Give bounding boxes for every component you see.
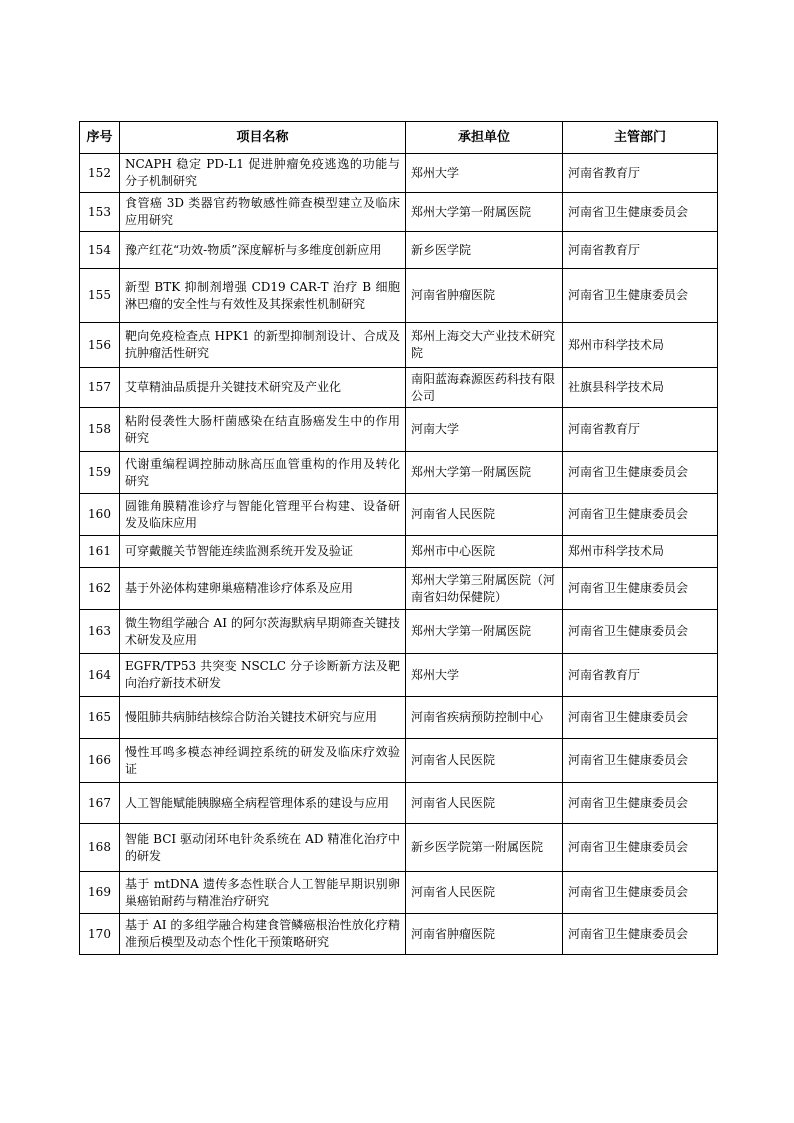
row-supervising-department: 河南省卫生健康委员会 <box>563 452 718 494</box>
row-undertaking-unit: 河南省人民医院 <box>406 494 563 536</box>
row-undertaking-unit: 河南大学 <box>406 408 563 452</box>
table-header-row <box>80 122 718 154</box>
row-undertaking-unit: 河南省疾病预防控制中心 <box>406 697 563 739</box>
header-supervising-department: 主管部门 <box>563 122 718 154</box>
table-body <box>80 154 718 955</box>
row-supervising-department: 河南省卫生健康委员会 <box>563 824 718 872</box>
row-undertaking-unit: 郑州大学 <box>406 654 563 697</box>
row-number: 168 <box>80 824 120 872</box>
row-number: 156 <box>80 323 120 368</box>
table-row <box>80 914 718 955</box>
row-number: 166 <box>80 739 120 783</box>
table-row <box>80 568 718 610</box>
row-supervising-department: 河南省卫生健康委员会 <box>563 697 718 739</box>
row-undertaking-unit: 新乡医学院第一附属医院 <box>406 824 563 872</box>
row-supervising-department: 河南省教育厅 <box>563 154 718 193</box>
row-number: 152 <box>80 154 120 193</box>
row-project-name: 代谢重编程调控肺动脉高压血管重构的作用及转化研究 <box>120 452 406 494</box>
row-undertaking-unit: 河南省人民医院 <box>406 872 563 914</box>
row-supervising-department: 河南省卫生健康委员会 <box>563 872 718 914</box>
row-undertaking-unit: 河南省人民医院 <box>406 783 563 824</box>
row-supervising-department: 郑州市科学技术局 <box>563 323 718 368</box>
table-row <box>80 494 718 536</box>
row-number: 153 <box>80 193 120 232</box>
table-row <box>80 408 718 452</box>
row-number: 161 <box>80 536 120 568</box>
row-supervising-department: 河南省卫生健康委员会 <box>563 568 718 610</box>
row-supervising-department: 河南省教育厅 <box>563 408 718 452</box>
table-row <box>80 610 718 654</box>
table-row <box>80 824 718 872</box>
table-row <box>80 536 718 568</box>
row-project-name: 智能 BCI 驱动闭环电针灸系统在 AD 精准化治疗中的研发 <box>120 824 406 872</box>
row-number: 160 <box>80 494 120 536</box>
row-project-name: 靶向免疫检查点 HPK1 的新型抑制剂设计、合成及抗肿瘤活性研究 <box>120 323 406 368</box>
header-project-name: 项目名称 <box>120 122 406 154</box>
row-number: 165 <box>80 697 120 739</box>
row-undertaking-unit: 河南省肿瘤医院 <box>406 914 563 955</box>
row-undertaking-unit: 新乡医学院 <box>406 232 563 269</box>
row-supervising-department: 河南省卫生健康委员会 <box>563 269 718 323</box>
row-supervising-department: 河南省卫生健康委员会 <box>563 914 718 955</box>
row-project-name: 人工智能赋能胰腺癌全病程管理体系的建设与应用 <box>120 783 406 824</box>
row-undertaking-unit: 郑州大学第一附属医院 <box>406 193 563 232</box>
row-number: 162 <box>80 568 120 610</box>
table-row <box>80 783 718 824</box>
row-project-name: 粘附侵袭性大肠杆菌感染在结直肠癌发生中的作用研究 <box>120 408 406 452</box>
table-row <box>80 739 718 783</box>
row-supervising-department: 河南省教育厅 <box>563 232 718 269</box>
row-undertaking-unit: 郑州大学第三附属医院（河南省妇幼保健院） <box>406 568 563 610</box>
row-undertaking-unit: 河南省人民医院 <box>406 739 563 783</box>
row-project-name: 基于外泌体构建卵巢癌精准诊疗体系及应用 <box>120 568 406 610</box>
row-project-name: 圆锥角膜精准诊疗与智能化管理平台构建、设备研发及临床应用 <box>120 494 406 536</box>
row-undertaking-unit: 郑州上海交大产业技术研究院 <box>406 323 563 368</box>
row-undertaking-unit: 郑州大学 <box>406 154 563 193</box>
table-row <box>80 154 718 193</box>
row-undertaking-unit: 郑州大学第一附属医院 <box>406 452 563 494</box>
table-row <box>80 269 718 323</box>
table-row <box>80 323 718 368</box>
row-project-name: NCAPH 稳定 PD-L1 促进肿瘤免疫逃逸的功能与分子机制研究 <box>120 154 406 193</box>
row-undertaking-unit: 郑州大学第一附属医院 <box>406 610 563 654</box>
row-project-name: 慢阻肺共病肺结核综合防治关键技术研究与应用 <box>120 697 406 739</box>
header-undertaking-unit: 承担单位 <box>406 122 563 154</box>
table-row <box>80 232 718 269</box>
table-row <box>80 872 718 914</box>
row-number: 154 <box>80 232 120 269</box>
row-project-name: 艾草精油品质提升关键技术研究及产业化 <box>120 368 406 408</box>
row-supervising-department: 河南省卫生健康委员会 <box>563 739 718 783</box>
row-supervising-department: 社旗县科学技术局 <box>563 368 718 408</box>
row-project-name: 微生物组学融合 AI 的阿尔茨海默病早期筛查关键技术研发及应用 <box>120 610 406 654</box>
row-supervising-department: 河南省教育厅 <box>563 654 718 697</box>
row-project-name: 豫产红花“功效-物质”深度解析与多维度创新应用 <box>120 232 406 269</box>
row-undertaking-unit: 郑州市中心医院 <box>406 536 563 568</box>
row-project-name: 可穿戴髋关节智能连续监测系统开发及验证 <box>120 536 406 568</box>
row-number: 155 <box>80 269 120 323</box>
row-supervising-department: 河南省卫生健康委员会 <box>563 610 718 654</box>
row-number: 167 <box>80 783 120 824</box>
row-number: 157 <box>80 368 120 408</box>
row-undertaking-unit: 河南省肿瘤医院 <box>406 269 563 323</box>
row-supervising-department: 郑州市科学技术局 <box>563 536 718 568</box>
row-project-name: 食管癌 3D 类器官药物敏感性筛查模型建立及临床应用研究 <box>120 193 406 232</box>
row-number: 158 <box>80 408 120 452</box>
table-row <box>80 368 718 408</box>
project-table <box>79 121 718 955</box>
row-number: 163 <box>80 610 120 654</box>
table-row <box>80 193 718 232</box>
row-project-name: 基于 mtDNA 遗传多态性联合人工智能早期识别卵巢癌铂耐药与精准治疗研究 <box>120 872 406 914</box>
row-number: 169 <box>80 872 120 914</box>
table-row <box>80 452 718 494</box>
row-undertaking-unit: 南阳蓝海森源医药科技有限公司 <box>406 368 563 408</box>
row-number: 159 <box>80 452 120 494</box>
row-number: 170 <box>80 914 120 955</box>
table-row <box>80 697 718 739</box>
row-supervising-department: 河南省卫生健康委员会 <box>563 193 718 232</box>
row-project-name: 新型 BTK 抑制剂增强 CD19 CAR-T 治疗 B 细胞淋巴瘤的安全性与有效性及其探索性机制研究 <box>120 269 406 323</box>
row-supervising-department: 河南省卫生健康委员会 <box>563 783 718 824</box>
row-supervising-department: 河南省卫生健康委员会 <box>563 494 718 536</box>
header-number: 序号 <box>80 122 120 154</box>
row-project-name: 基于 AI 的多组学融合构建食管鳞癌根治性放化疗精准预后模型及动态个性化干预策略研究 <box>120 914 406 955</box>
row-number: 164 <box>80 654 120 697</box>
row-project-name: EGFR/TP53 共突变 NSCLC 分子诊断新方法及靶向治疗新技术研发 <box>120 654 406 697</box>
row-project-name: 慢性耳鸣多模态神经调控系统的研发及临床疗效验证 <box>120 739 406 783</box>
table-row <box>80 654 718 697</box>
